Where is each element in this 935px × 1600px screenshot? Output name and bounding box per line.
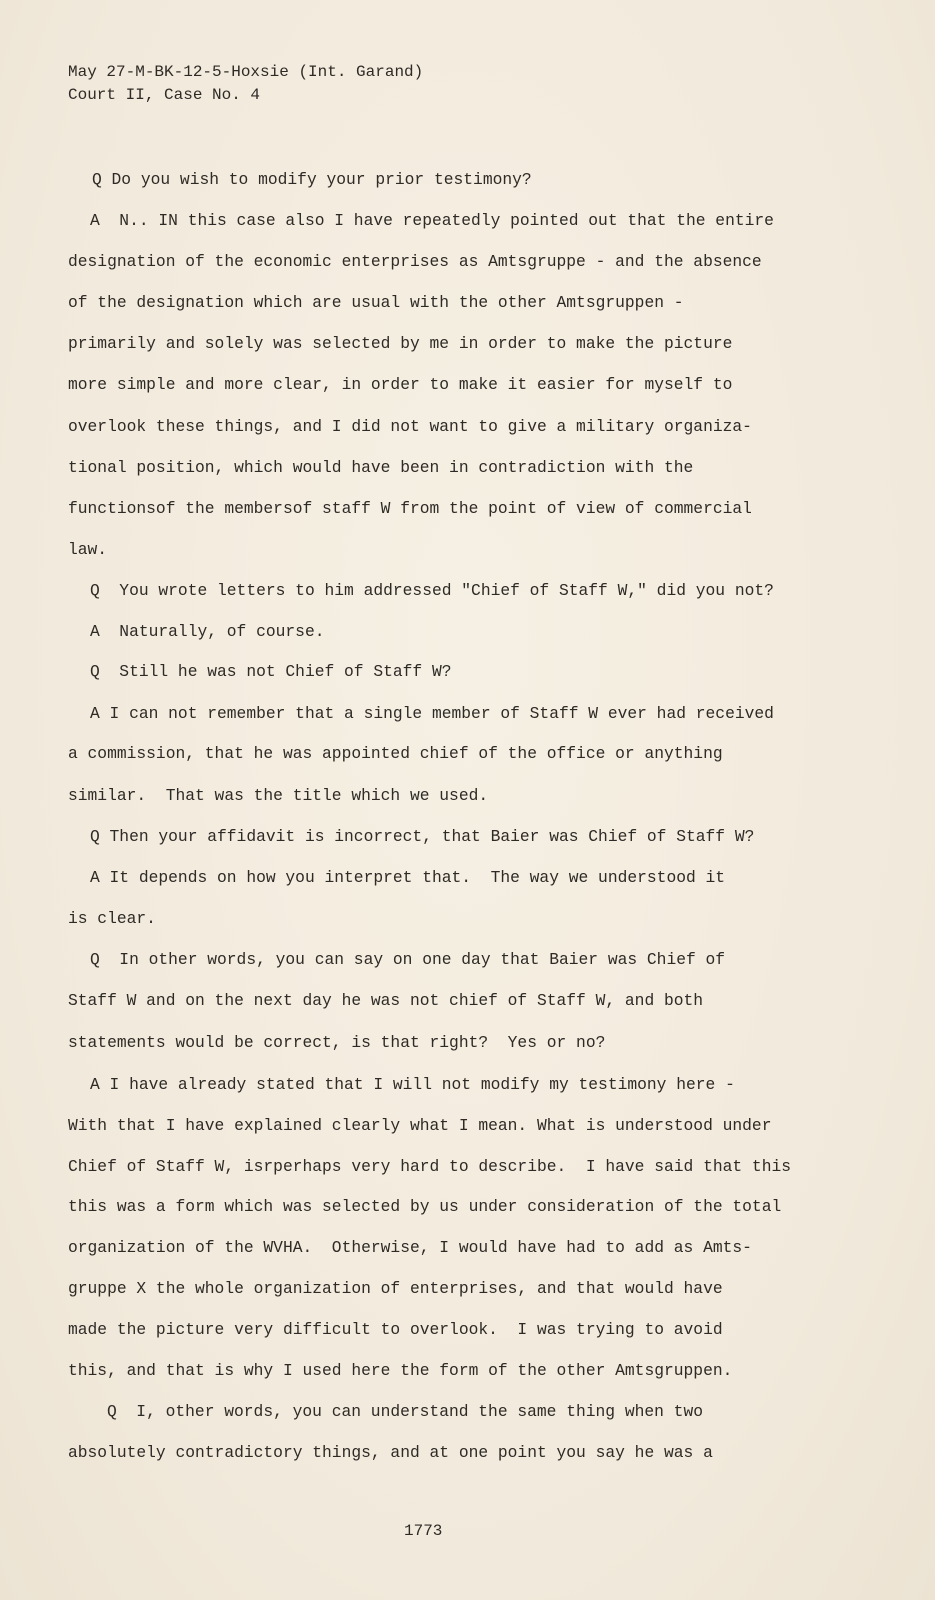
text-line: A Naturally, of course. — [90, 622, 325, 641]
text-line: Q In other words, you can say on one day that Baier was Chief of — [90, 950, 726, 969]
text-line: similar. That was the title which we used. — [68, 786, 489, 805]
text-line: Q Still he was not Chief of Staff W? — [90, 662, 452, 681]
text-line: A I have already stated that I will not modify my testimony here - — [90, 1075, 735, 1094]
header-line-2: Court II, Case No. 4 — [68, 86, 261, 104]
text-line: Staff W and on the next day he was not chief of Staff W, and both — [68, 991, 704, 1010]
text-line: tional position, which would have been in contradiction with the — [68, 458, 694, 477]
text-line: is clear. — [68, 909, 156, 928]
text-line: law. — [68, 540, 108, 559]
text-line: Q I, other words, you can understand the same thing when two — [107, 1402, 703, 1421]
header-line-1: May 27-M-BK-12-5-Hoxsie (Int. Garand) — [68, 63, 424, 81]
text-line: absolutely contradictory things, and at one point you say he was a — [68, 1443, 713, 1462]
text-line: Q Then your affidavit is incorrect, that Baier was Chief of Staff W? — [90, 827, 755, 846]
text-line: designation of the economic enterprises as Amtsgruppe - and the absence — [68, 252, 762, 271]
text-line: this was a form which was selected by us under consideration of the total — [68, 1197, 782, 1216]
text-line: primarily and solely was selected by me in order to make the picture — [68, 334, 733, 353]
text-line: Q You wrote letters to him addressed "Chief of Staff W," did you not? — [90, 581, 774, 600]
text-line: Chief of Staff W, isrperhaps very hard to describe. I have said that this — [68, 1157, 792, 1176]
text-line: functionsof the membersof staff W from the point of view of commercial — [68, 499, 752, 518]
text-line: gruppe X the whole organization of enterprises, and that would have — [68, 1279, 723, 1298]
text-line: a commission, that he was appointed chief of the office or anything — [68, 744, 723, 763]
text-line: With that I have explained clearly what I mean. What is understood under — [68, 1116, 772, 1135]
text-line: A N.. IN this case also I have repeatedly pointed out that the entire — [90, 211, 774, 230]
text-line: A I can not remember that a single member of Staff W ever had received — [90, 704, 774, 723]
text-line: overlook these things, and I did not want to give a military organiza- — [68, 417, 752, 436]
text-line: Q Do you wish to modify your prior testimony? — [92, 170, 532, 189]
text-line: made the picture very difficult to overlook. I was trying to avoid — [68, 1320, 723, 1339]
text-line: of the designation which are usual with the other Amtsgruppen - — [68, 293, 684, 312]
page-number: 1773 — [404, 1522, 443, 1540]
text-line: statements would be correct, is that right? Yes or no? — [68, 1033, 606, 1052]
text-line: A It depends on how you interpret that. The way we understood it — [90, 868, 726, 887]
text-line: organization of the WVHA. Otherwise, I would have had to add as Amts- — [68, 1238, 752, 1257]
text-line: more simple and more clear, in order to make it easier for myself to — [68, 375, 733, 394]
text-line: this, and that is why I used here the form of the other Amtsgruppen. — [68, 1361, 733, 1380]
